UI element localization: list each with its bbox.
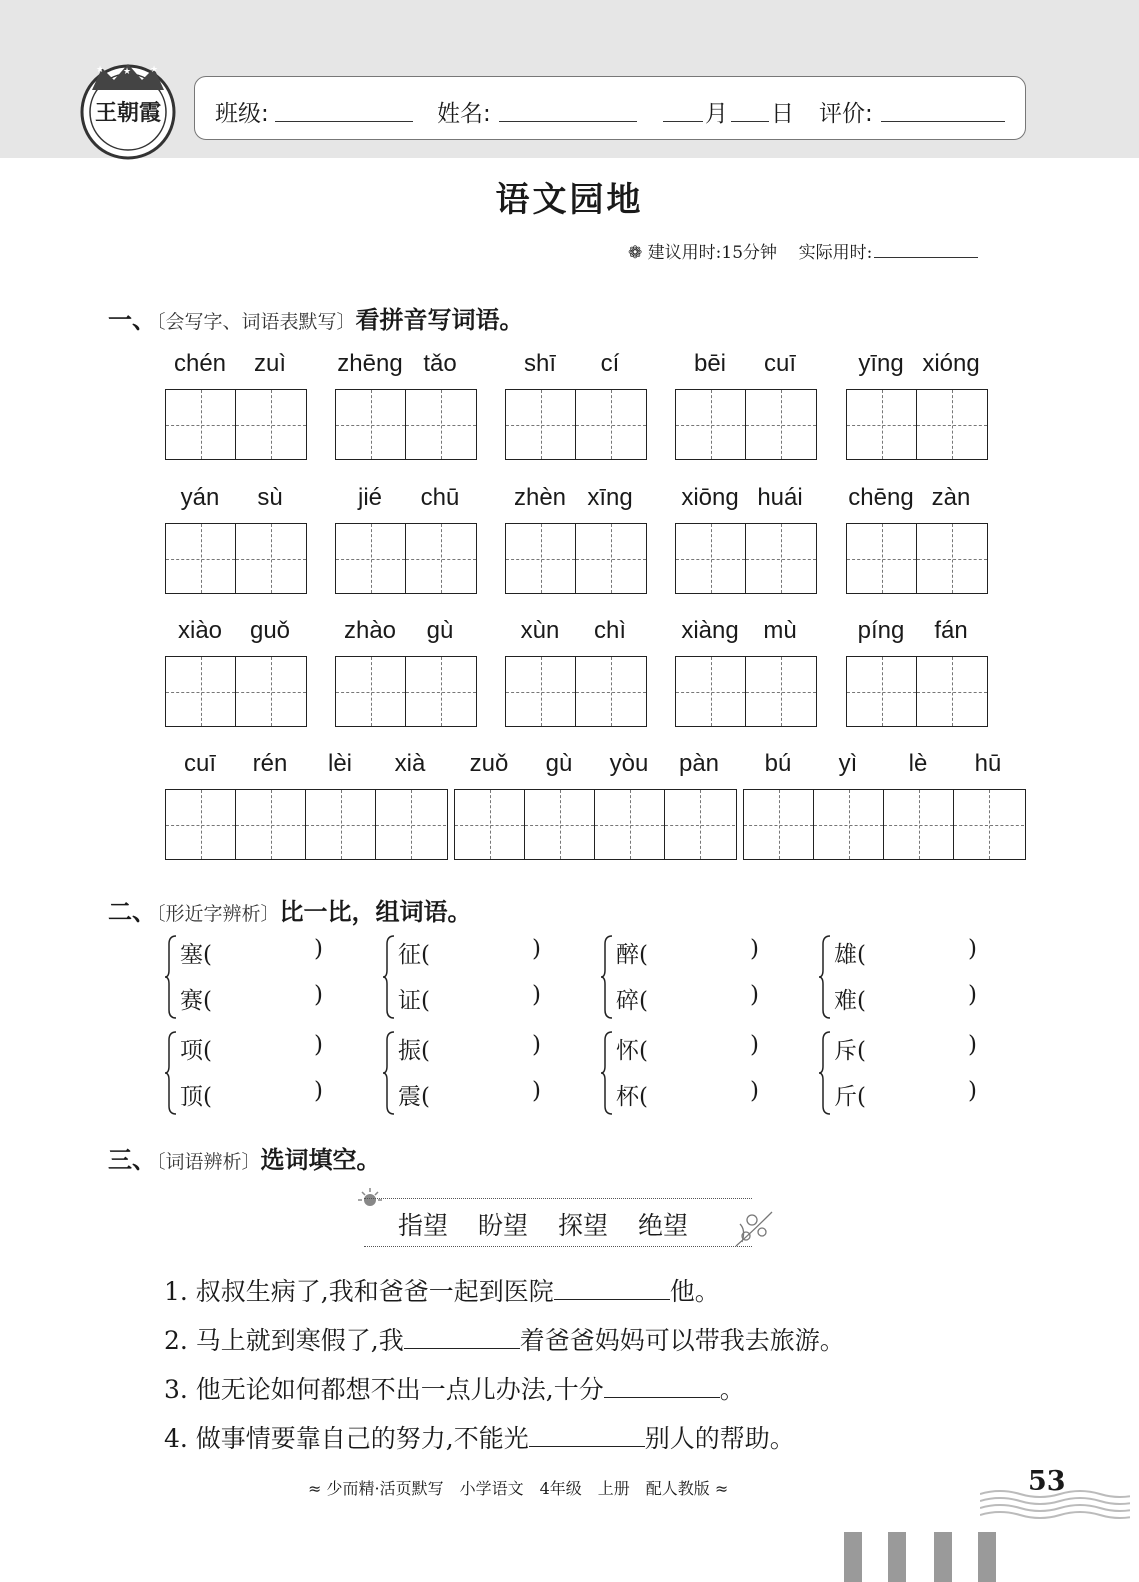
actual-time-label: 实际用时: xyxy=(798,243,873,263)
pair-line[interactable] xyxy=(180,1032,323,1065)
close-paren: ) xyxy=(314,982,323,1008)
character-pair xyxy=(600,934,810,1020)
pair-character: 证 xyxy=(398,988,421,1014)
pinyin-syllable: xióng xyxy=(922,350,980,377)
sentence-3-blank[interactable] xyxy=(604,1374,720,1398)
writing-grid[interactable] xyxy=(505,656,647,727)
pinyin-syllable: shī xyxy=(523,350,556,377)
pinyin-syllable: xùn xyxy=(520,617,560,644)
grid-cell[interactable] xyxy=(746,524,816,593)
pinyin-syllable: gù xyxy=(426,617,454,644)
word-option: 盼望 xyxy=(478,1211,529,1240)
writing-grid[interactable] xyxy=(675,523,817,594)
pinyin-syllable: xiàng xyxy=(681,617,739,644)
writing-grid[interactable] xyxy=(675,389,817,460)
close-paren: ) xyxy=(532,982,541,1008)
flower-decoration-icon xyxy=(732,1202,778,1252)
close-paren: ) xyxy=(532,1032,541,1058)
pinyin-syllable: yīng xyxy=(858,350,904,377)
section-1-instruction: 看拼音写词语。 xyxy=(355,306,524,334)
brace-icon xyxy=(818,934,832,1020)
pair-line[interactable] xyxy=(398,1078,541,1111)
pinyin-syllable: cuī xyxy=(183,750,216,777)
pinyin-syllable: jié xyxy=(357,484,382,511)
pinyin-syllable: xīng xyxy=(587,484,633,511)
section-3-tag: 〔词语辨析〕 xyxy=(156,1151,261,1173)
clock-icon: ❁ xyxy=(628,243,643,263)
section-2-instruction: 比一比，组词语。 xyxy=(279,898,472,926)
pinyin-syllable: chén xyxy=(173,350,227,377)
actual-time-field[interactable] xyxy=(874,244,978,258)
grid-cell[interactable] xyxy=(236,657,306,726)
pinyin-syllable: hū xyxy=(974,750,1002,777)
sentence-3 xyxy=(164,1370,745,1406)
pair-character: 塞 xyxy=(180,942,203,968)
close-paren: ) xyxy=(532,936,541,962)
pinyin-syllable: yòu xyxy=(609,750,649,777)
sentence-2-blank[interactable] xyxy=(404,1325,520,1349)
pinyin-syllable: zuǒ xyxy=(469,750,509,777)
character-pair xyxy=(818,934,1028,1020)
sentence-4 xyxy=(164,1419,795,1455)
sentence-1-end: 他。 xyxy=(669,1277,720,1306)
pair-line[interactable] xyxy=(180,982,323,1015)
pair-character: 项 xyxy=(180,1038,203,1064)
open-paren: ( xyxy=(857,988,866,1014)
section-1-tag: 〔会写字、词语表默写〕 xyxy=(156,311,356,333)
open-paren: ( xyxy=(421,942,430,968)
grid-cell[interactable] xyxy=(746,657,816,726)
close-paren: ) xyxy=(968,1032,977,1058)
writing-grid[interactable] xyxy=(335,656,477,727)
section-2-number: 二、 xyxy=(108,898,156,926)
pair-line[interactable] xyxy=(834,982,977,1015)
word-option: 探望 xyxy=(558,1211,609,1240)
brace-icon xyxy=(600,934,614,1020)
grid-cell[interactable] xyxy=(746,390,816,459)
pinyin-syllable: gù xyxy=(545,750,573,777)
logo-text: 王朝霞 xyxy=(94,100,162,126)
idiom-writing-grid[interactable] xyxy=(454,789,737,860)
pinyin-syllable: huái xyxy=(757,484,803,511)
open-paren: ( xyxy=(421,1038,430,1064)
pinyin-syllable: zuì xyxy=(253,350,286,377)
grid-cell[interactable] xyxy=(506,657,576,726)
writing-grid[interactable] xyxy=(505,389,647,460)
open-paren: ( xyxy=(203,1038,212,1064)
word-option: 指望 xyxy=(398,1211,449,1240)
open-paren: ( xyxy=(421,1084,430,1110)
character-pair xyxy=(382,934,592,1020)
class-label: 班级: xyxy=(215,101,269,127)
close-paren: ) xyxy=(968,936,977,962)
pinyin-syllable: pàn xyxy=(678,750,720,777)
open-paren: ( xyxy=(421,988,430,1014)
sentence-3-text: 3. 他无论如何都想不出一点儿办法,十分 xyxy=(164,1375,604,1404)
pair-line[interactable] xyxy=(616,1032,759,1065)
grid-cell[interactable] xyxy=(406,390,476,459)
suggested-time: 建议用时:15分钟 xyxy=(647,243,778,263)
pinyin-syllable: lèi xyxy=(327,750,352,777)
pair-line[interactable] xyxy=(398,936,541,969)
grid-cell[interactable] xyxy=(676,524,746,593)
grid-cell[interactable] xyxy=(166,657,236,726)
pair-line[interactable] xyxy=(834,1032,977,1065)
pinyin-syllable: guǒ xyxy=(249,617,291,644)
pinyin-syllable: zhèn xyxy=(513,484,567,511)
pinyin-syllable: lè xyxy=(908,750,928,777)
page-number: 53 xyxy=(1028,1466,1066,1497)
pinyin-syllable: rén xyxy=(252,750,288,777)
sentence-4-text: 4. 做事情要靠自己的努力,不能光 xyxy=(164,1424,529,1453)
sentence-1-text: 1. 叔叔生病了,我和爸爸一起到医院 xyxy=(164,1277,554,1306)
pinyin-syllable: zhào xyxy=(343,617,397,644)
sentence-1-blank[interactable] xyxy=(554,1276,670,1300)
pinyin-syllable: chēng xyxy=(848,484,914,511)
grid-cell[interactable] xyxy=(576,390,646,459)
rating-field[interactable] xyxy=(881,121,1005,122)
close-paren: ) xyxy=(314,1078,323,1104)
pair-character: 雄 xyxy=(834,942,857,968)
pair-character: 斤 xyxy=(834,1084,857,1110)
grid-cell[interactable] xyxy=(917,524,987,593)
writing-grid[interactable] xyxy=(335,389,477,460)
pair-character: 杯 xyxy=(616,1084,639,1110)
pinyin-syllable: zàn xyxy=(931,484,971,511)
svg-text:★: ★ xyxy=(96,65,105,75)
grid-cell[interactable] xyxy=(954,790,1024,859)
open-paren: ( xyxy=(857,1084,866,1110)
grid-cell[interactable] xyxy=(406,524,476,593)
character-pair xyxy=(164,934,374,1020)
grid-cell[interactable] xyxy=(506,524,576,593)
open-paren: ( xyxy=(857,1038,866,1064)
grid-cell[interactable] xyxy=(917,390,987,459)
open-paren: ( xyxy=(639,942,648,968)
pair-character: 醉 xyxy=(616,942,639,968)
pinyin-syllable: xià xyxy=(394,750,426,777)
pinyin-syllable: mù xyxy=(763,617,797,644)
pinyin-syllable: tǎo xyxy=(423,350,457,377)
pinyin-syllable: bú xyxy=(764,750,792,777)
writing-grid[interactable] xyxy=(846,656,988,727)
pair-line[interactable] xyxy=(398,982,541,1015)
section-3-instruction: 选词填空。 xyxy=(260,1146,381,1174)
pair-line[interactable] xyxy=(616,1078,759,1111)
open-paren: ( xyxy=(857,942,866,968)
pinyin-syllable: yì xyxy=(838,750,858,777)
pair-line[interactable] xyxy=(834,1078,977,1111)
grid-cell[interactable] xyxy=(676,390,746,459)
grid-cell[interactable] xyxy=(676,657,746,726)
sentence-3-end: 。 xyxy=(719,1375,745,1404)
month-field[interactable] xyxy=(663,121,703,122)
svg-text:★: ★ xyxy=(150,65,159,75)
pair-character: 震 xyxy=(398,1084,421,1110)
grid-cell[interactable] xyxy=(506,390,576,459)
grid-cell[interactable] xyxy=(576,657,646,726)
close-paren: ) xyxy=(314,936,323,962)
grid-cell[interactable] xyxy=(744,790,814,859)
page-title: 语文园地 xyxy=(495,180,644,220)
writing-grid[interactable] xyxy=(165,389,307,460)
pinyin-syllable: cuī xyxy=(763,350,796,377)
section-1-number: 一、 xyxy=(108,306,156,334)
grid-cell[interactable] xyxy=(847,524,917,593)
word-bank-bottom-border xyxy=(364,1246,752,1247)
grid-cell[interactable] xyxy=(665,790,735,859)
close-paren: ) xyxy=(532,1078,541,1104)
writing-grid[interactable] xyxy=(505,523,647,594)
grid-cell[interactable] xyxy=(236,524,306,593)
sentence-2-text: 2. 马上就到寒假了,我 xyxy=(164,1326,404,1355)
pair-character: 振 xyxy=(398,1038,421,1064)
grid-cell[interactable] xyxy=(166,524,236,593)
section-3-number: 三、 xyxy=(108,1146,156,1174)
pinyin-syllable: cí xyxy=(600,350,620,377)
close-paren: ) xyxy=(750,1078,759,1104)
word-bank xyxy=(358,1186,778,1256)
pinyin-syllable: píng xyxy=(857,617,905,644)
close-paren: ) xyxy=(968,1078,977,1104)
rating-label: 评价: xyxy=(819,101,873,127)
pinyin-syllable: xiōng xyxy=(681,484,739,511)
pinyin-syllable: fán xyxy=(934,617,968,644)
open-paren: ( xyxy=(639,988,648,1014)
pair-character: 顶 xyxy=(180,1084,203,1110)
footer-text: ≈ 少而精·活页默写 小学语文 4年级 上册 配人教版 ≈ xyxy=(308,1479,729,1498)
publisher-logo xyxy=(78,60,178,160)
pinyin-syllable: xiào xyxy=(177,617,223,644)
close-paren: ) xyxy=(968,982,977,1008)
sentence-2-end: 着爸爸妈妈可以带我去旅游。 xyxy=(519,1326,845,1355)
sentence-4-blank[interactable] xyxy=(529,1423,645,1447)
section-2-heading xyxy=(108,892,472,927)
pinyin-syllable: chì xyxy=(593,617,626,644)
grid-cell[interactable] xyxy=(595,790,665,859)
close-paren: ) xyxy=(750,982,759,1008)
pair-character: 斥 xyxy=(834,1038,857,1064)
close-paren: ) xyxy=(750,936,759,962)
open-paren: ( xyxy=(203,988,212,1014)
grid-cell[interactable] xyxy=(847,390,917,459)
grid-cell[interactable] xyxy=(576,524,646,593)
grid-cell[interactable] xyxy=(455,790,525,859)
pair-character: 赛 xyxy=(180,988,203,1014)
brace-icon xyxy=(818,1030,832,1116)
pinyin-syllable: sù xyxy=(257,484,283,511)
writing-grid[interactable] xyxy=(335,523,477,594)
name-label: 姓名: xyxy=(437,101,491,127)
grid-cell[interactable] xyxy=(525,790,595,859)
pair-line[interactable] xyxy=(616,982,759,1015)
grid-cell[interactable] xyxy=(376,790,446,859)
class-field[interactable] xyxy=(275,121,413,122)
student-info-box xyxy=(194,76,1026,140)
grid-cell[interactable] xyxy=(406,657,476,726)
character-pair xyxy=(818,1030,1028,1116)
grid-cell[interactable] xyxy=(236,390,306,459)
brace-icon xyxy=(164,1030,178,1116)
writing-grid[interactable] xyxy=(165,523,307,594)
grid-cell[interactable] xyxy=(814,790,884,859)
idiom-writing-grid[interactable] xyxy=(743,789,1026,860)
close-paren: ) xyxy=(314,1032,323,1058)
pair-character: 征 xyxy=(398,942,421,968)
brace-icon xyxy=(382,934,396,1020)
grid-cell[interactable] xyxy=(306,790,376,859)
day-field[interactable] xyxy=(731,121,769,122)
grid-cell[interactable] xyxy=(884,790,954,859)
pair-line[interactable] xyxy=(180,1078,323,1111)
pair-character: 难 xyxy=(834,988,857,1014)
month-label: 月 xyxy=(705,101,728,127)
pinyin-syllable: bēi xyxy=(693,350,727,377)
pinyin-syllable: chū xyxy=(420,484,460,511)
grid-cell[interactable] xyxy=(236,790,306,859)
day-label: 日 xyxy=(771,101,794,127)
pinyin-syllable: yán xyxy=(180,484,220,511)
sentence-2 xyxy=(164,1321,845,1357)
sun-icon xyxy=(358,1186,388,1216)
wave-decoration-icon xyxy=(980,1484,1130,1524)
pair-line[interactable] xyxy=(616,936,759,969)
grid-cell[interactable] xyxy=(847,657,917,726)
pair-line[interactable] xyxy=(180,936,323,969)
open-paren: ( xyxy=(639,1038,648,1064)
name-field[interactable] xyxy=(499,121,637,122)
open-paren: ( xyxy=(203,942,212,968)
word-bank-top-border xyxy=(364,1198,752,1199)
sentence-4-end: 别人的帮助。 xyxy=(644,1424,795,1453)
close-paren: ) xyxy=(750,1032,759,1058)
brace-icon xyxy=(600,1030,614,1116)
grid-cell[interactable] xyxy=(166,790,236,859)
timing-line xyxy=(628,238,978,263)
pair-line[interactable] xyxy=(398,1032,541,1065)
word-option: 绝望 xyxy=(638,1211,689,1240)
character-pair xyxy=(600,1030,810,1116)
grid-cell[interactable] xyxy=(336,390,406,459)
open-paren: ( xyxy=(639,1084,648,1110)
open-paren: ( xyxy=(203,1084,212,1110)
character-pair xyxy=(382,1030,592,1116)
section-1-heading xyxy=(108,300,524,335)
pinyin-syllable: zhēng xyxy=(337,350,403,377)
writing-grid[interactable] xyxy=(846,523,988,594)
grid-cell[interactable] xyxy=(336,657,406,726)
writing-grid[interactable] xyxy=(675,656,817,727)
grid-cell[interactable] xyxy=(336,524,406,593)
brace-icon xyxy=(382,1030,396,1116)
section-3-heading xyxy=(108,1140,381,1175)
character-pair xyxy=(164,1030,374,1116)
idiom-writing-grid[interactable] xyxy=(165,789,448,860)
svg-text:★: ★ xyxy=(123,67,132,77)
pair-character: 碎 xyxy=(616,988,639,1014)
grid-cell[interactable] xyxy=(917,657,987,726)
pair-line[interactable] xyxy=(834,936,977,969)
section-2-tag: 〔形近字辨析〕 xyxy=(156,903,280,925)
brace-icon xyxy=(164,934,178,1020)
sentence-1 xyxy=(164,1272,720,1308)
pair-character: 怀 xyxy=(616,1038,639,1064)
writing-grid[interactable] xyxy=(165,656,307,727)
writing-grid[interactable] xyxy=(846,389,988,460)
grid-cell[interactable] xyxy=(166,390,236,459)
